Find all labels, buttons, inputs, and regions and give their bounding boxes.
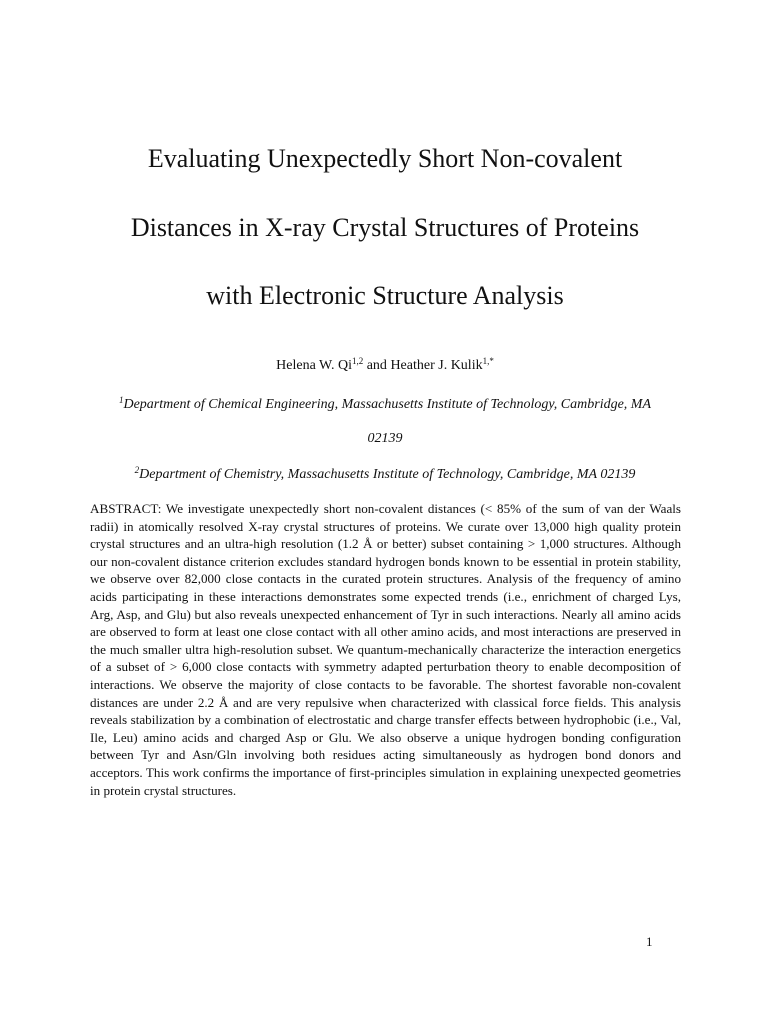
- affiliation-text: Department of Chemical Engineering, Massachusetts Institute of Technology, Cambridge, MA: [123, 397, 652, 412]
- affiliation-text: Department of Chemistry, Massachusetts Institute of Technology, Cambridge, MA 02139: [139, 467, 636, 482]
- author-name: Helena W. Qi: [276, 358, 352, 373]
- title-line-1: Evaluating Unexpectedly Short Non-covalent: [147, 144, 623, 173]
- paper-title: [0, 138, 770, 344]
- affiliation-marker: 1: [118, 395, 124, 405]
- affiliation-zip: 02139: [367, 431, 403, 446]
- affiliation-marker: 2: [134, 465, 140, 475]
- affiliation-1: [0, 397, 770, 413]
- title-line-2: Distances in X-ray Crystal Structures of Proteins: [130, 212, 640, 242]
- author-list: [0, 358, 770, 374]
- title-line-3: with Electronic Structure Analysis: [206, 281, 564, 310]
- author-affiliation-marker: 1,*: [482, 356, 494, 366]
- abstract-paragraph: ABSTRACT: We investigate unexpectedly short non-covalent distances (< 85% of the sum of van der Waals radii) in atomically resolved X-ray crystal structures of proteins. We curate over 13,000 high quality protein crystal structures and an ultra-high resolution (1.2 Å or better) subset containing > 1,000 structures. Although our non-covalent distance criterion excludes standard hydrogen bonds known to be essential in protein stability, we observe over 82,000 close contacts in the curated protein structures. Analysis of the frequency of amino acids participating in these interactions demonstrates some expected trends (i.e., enrichment of charged Lys, Arg, Asp, and Glu) but also reveals unexpected enhancement of Tyr in such interactions. Nearly all amino acids are observed to form at least one close contact with all other amino acids, and most interactions are preserved in the much smaller ultra high-resolution subset. We quantum-mechanically characterize the interaction energetics of a subset of > 6,000 close contacts with symmetry adapted perturbation theory to enable decomposition of interactions. We observe the majority of close contacts to be favorable. The shortest favorable non-covalent distances are under 2.2 Å and are very repulsive when characterized with classical force fields. This analysis reveals stabilization by a combination of electrostatic and charge transfer effects between hydrophobic (i.e., Val, Ile, Leu) amino acids and charged Asp or Glu. We also observe a unique hydrogen bonding configuration between Tyr and Asn/Gln involving both residues acting simultaneously as hydrogen bond donors and acceptors. This work confirms the importance of first-principles simulation in explaining unexpected geometries in protein crystal structures.: [90, 501, 681, 798]
- page-number: 1: [646, 934, 653, 949]
- author-affiliation-marker: 1,2: [351, 356, 364, 366]
- affiliation-1-continued: [0, 431, 770, 447]
- affiliation-2: [0, 467, 770, 483]
- author-conjunction: and: [363, 358, 391, 373]
- author-name: Heather J. Kulik: [390, 358, 483, 373]
